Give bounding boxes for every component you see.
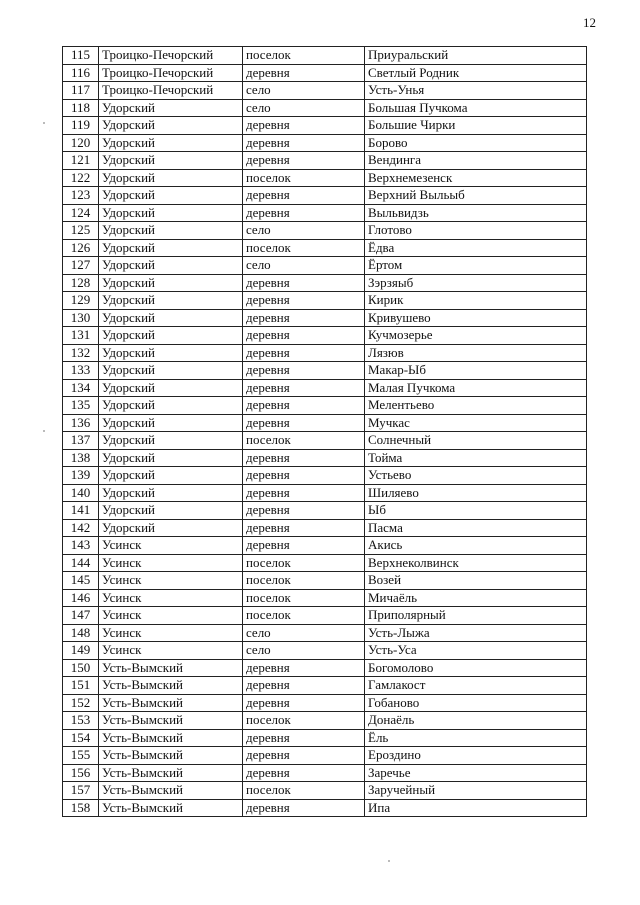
district-cell: Усть-Вымский	[99, 782, 243, 800]
settlement-name-cell: Ёртом	[365, 257, 587, 275]
settlement-name-cell: Ёдва	[365, 239, 587, 257]
settlement-type-cell: деревня	[243, 379, 365, 397]
district-cell: Усть-Вымский	[99, 729, 243, 747]
district-cell: Усть-Вымский	[99, 677, 243, 695]
settlement-name-cell: Кучмозерье	[365, 327, 587, 345]
scan-speck	[388, 860, 390, 862]
district-cell: Удорский	[99, 117, 243, 135]
district-cell: Усинск	[99, 607, 243, 625]
row-number: 154	[63, 729, 99, 747]
scan-speck	[43, 122, 45, 124]
settlement-type-cell: деревня	[243, 344, 365, 362]
row-number: 120	[63, 134, 99, 152]
row-number: 118	[63, 99, 99, 117]
settlement-type-cell: деревня	[243, 799, 365, 817]
settlement-name-cell: Мелентьево	[365, 397, 587, 415]
settlement-type-cell: деревня	[243, 204, 365, 222]
table-row	[63, 502, 587, 520]
settlement-name-cell: Акись	[365, 537, 587, 555]
row-number: 157	[63, 782, 99, 800]
settlement-type-cell: деревня	[243, 292, 365, 310]
district-cell: Удорский	[99, 502, 243, 520]
district-cell: Усть-Вымский	[99, 799, 243, 817]
settlement-name-cell: Мичаёль	[365, 589, 587, 607]
district-cell: Удорский	[99, 99, 243, 117]
settlement-name-cell: Усть-Лыжа	[365, 624, 587, 642]
settlement-type-cell: деревня	[243, 362, 365, 380]
table-row	[63, 327, 587, 345]
row-number: 158	[63, 799, 99, 817]
settlement-name-cell: Лязюв	[365, 344, 587, 362]
settlement-name-cell: Ёль	[365, 729, 587, 747]
row-number: 122	[63, 169, 99, 187]
settlements-table	[62, 46, 587, 817]
settlement-name-cell: Солнечный	[365, 432, 587, 450]
district-cell: Удорский	[99, 187, 243, 205]
district-cell: Удорский	[99, 432, 243, 450]
settlement-type-cell: село	[243, 257, 365, 275]
settlement-name-cell: Вендинга	[365, 152, 587, 170]
table-row	[63, 624, 587, 642]
district-cell: Усть-Вымский	[99, 694, 243, 712]
table-row	[63, 362, 587, 380]
table-row	[63, 677, 587, 695]
row-number: 123	[63, 187, 99, 205]
page-number: 12	[583, 15, 596, 30]
settlement-name-cell: Гобаново	[365, 694, 587, 712]
table-row	[63, 519, 587, 537]
table-row	[63, 642, 587, 660]
settlement-type-cell: село	[243, 99, 365, 117]
table-row	[63, 169, 587, 187]
settlement-name-cell: Пасма	[365, 519, 587, 537]
row-number: 140	[63, 484, 99, 502]
row-number: 142	[63, 519, 99, 537]
settlement-name-cell: Гамлакост	[365, 677, 587, 695]
settlement-type-cell: поселок	[243, 782, 365, 800]
district-cell: Удорский	[99, 169, 243, 187]
row-number: 132	[63, 344, 99, 362]
table-row	[63, 467, 587, 485]
settlement-name-cell: Приуральский	[365, 47, 587, 65]
settlement-type-cell: деревня	[243, 309, 365, 327]
row-number: 131	[63, 327, 99, 345]
settlement-type-cell: деревня	[243, 274, 365, 292]
table-row	[63, 397, 587, 415]
settlement-type-cell: деревня	[243, 134, 365, 152]
row-number: 152	[63, 694, 99, 712]
settlement-type-cell: поселок	[243, 589, 365, 607]
settlement-type-cell: деревня	[243, 484, 365, 502]
table-row	[63, 572, 587, 590]
settlement-name-cell: Малая Пучкома	[365, 379, 587, 397]
district-cell: Удорский	[99, 204, 243, 222]
row-number: 135	[63, 397, 99, 415]
table-row	[63, 187, 587, 205]
district-cell: Усть-Вымский	[99, 712, 243, 730]
settlement-type-cell: деревня	[243, 449, 365, 467]
settlement-name-cell: Большие Чирки	[365, 117, 587, 135]
district-cell: Удорский	[99, 467, 243, 485]
table-row	[63, 607, 587, 625]
settlement-type-cell: деревня	[243, 677, 365, 695]
settlement-name-cell: Ероздино	[365, 747, 587, 765]
settlement-name-cell: Шиляево	[365, 484, 587, 502]
table-row	[63, 47, 587, 65]
table-row	[63, 747, 587, 765]
table-row	[63, 694, 587, 712]
settlement-name-cell: Верхнемезенск	[365, 169, 587, 187]
table-row	[63, 99, 587, 117]
row-number: 146	[63, 589, 99, 607]
settlement-name-cell: Заручейный	[365, 782, 587, 800]
table-row	[63, 134, 587, 152]
settlement-type-cell: деревня	[243, 537, 365, 555]
district-cell: Удорский	[99, 222, 243, 240]
settlement-type-cell: поселок	[243, 169, 365, 187]
table-row	[63, 152, 587, 170]
table-row	[63, 239, 587, 257]
row-number: 147	[63, 607, 99, 625]
settlement-name-cell: Мучкас	[365, 414, 587, 432]
row-number: 134	[63, 379, 99, 397]
settlements-table-body	[63, 47, 587, 817]
district-cell: Удорский	[99, 519, 243, 537]
row-number: 115	[63, 47, 99, 65]
district-cell: Усть-Вымский	[99, 764, 243, 782]
settlement-type-cell: поселок	[243, 432, 365, 450]
table-row	[63, 712, 587, 730]
row-number: 130	[63, 309, 99, 327]
settlement-type-cell: деревня	[243, 327, 365, 345]
district-cell: Удорский	[99, 239, 243, 257]
settlement-name-cell: Кривушево	[365, 309, 587, 327]
settlement-name-cell: Борово	[365, 134, 587, 152]
district-cell: Удорский	[99, 362, 243, 380]
settlement-type-cell: поселок	[243, 47, 365, 65]
district-cell: Усинск	[99, 624, 243, 642]
row-number: 137	[63, 432, 99, 450]
table-row	[63, 82, 587, 100]
settlement-type-cell: деревня	[243, 659, 365, 677]
district-cell: Удорский	[99, 449, 243, 467]
district-cell: Усинск	[99, 572, 243, 590]
row-number: 128	[63, 274, 99, 292]
settlement-type-cell: деревня	[243, 694, 365, 712]
row-number: 150	[63, 659, 99, 677]
settlement-type-cell: деревня	[243, 397, 365, 415]
row-number: 145	[63, 572, 99, 590]
row-number: 153	[63, 712, 99, 730]
settlement-type-cell: деревня	[243, 764, 365, 782]
settlement-name-cell: Тойма	[365, 449, 587, 467]
district-cell: Удорский	[99, 327, 243, 345]
district-cell: Удорский	[99, 397, 243, 415]
district-cell: Удорский	[99, 344, 243, 362]
settlement-name-cell: Донаёль	[365, 712, 587, 730]
district-cell: Удорский	[99, 484, 243, 502]
district-cell: Усинск	[99, 642, 243, 660]
table-row	[63, 554, 587, 572]
table-row	[63, 309, 587, 327]
row-number: 129	[63, 292, 99, 310]
row-number: 143	[63, 537, 99, 555]
table-row	[63, 379, 587, 397]
district-cell: Удорский	[99, 152, 243, 170]
table-row	[63, 204, 587, 222]
district-cell: Троицко-Печорский	[99, 47, 243, 65]
row-number: 149	[63, 642, 99, 660]
settlement-type-cell: село	[243, 222, 365, 240]
row-number: 127	[63, 257, 99, 275]
table-row	[63, 414, 587, 432]
district-cell: Удорский	[99, 274, 243, 292]
table-row	[63, 537, 587, 555]
settlement-name-cell: Устьево	[365, 467, 587, 485]
row-number: 144	[63, 554, 99, 572]
settlement-type-cell: поселок	[243, 607, 365, 625]
settlement-name-cell: Макар-Ыб	[365, 362, 587, 380]
settlement-name-cell: Богомолово	[365, 659, 587, 677]
table-row	[63, 432, 587, 450]
table-row	[63, 799, 587, 817]
scan-speck	[43, 430, 45, 432]
settlement-type-cell: село	[243, 642, 365, 660]
district-cell: Удорский	[99, 134, 243, 152]
settlement-name-cell: Светлый Родник	[365, 64, 587, 82]
row-number: 125	[63, 222, 99, 240]
row-number: 133	[63, 362, 99, 380]
settlement-type-cell: деревня	[243, 64, 365, 82]
settlement-name-cell: Зэрзяыб	[365, 274, 587, 292]
settlement-name-cell: Ыб	[365, 502, 587, 520]
row-number: 124	[63, 204, 99, 222]
row-number: 126	[63, 239, 99, 257]
district-cell: Троицко-Печорский	[99, 82, 243, 100]
settlement-name-cell: Усть-Унья	[365, 82, 587, 100]
settlement-name-cell: Приполярный	[365, 607, 587, 625]
settlement-type-cell: село	[243, 624, 365, 642]
settlement-type-cell: поселок	[243, 554, 365, 572]
settlement-name-cell: Заречье	[365, 764, 587, 782]
row-number: 138	[63, 449, 99, 467]
table-row	[63, 449, 587, 467]
table-row	[63, 484, 587, 502]
district-cell: Троицко-Печорский	[99, 64, 243, 82]
settlement-type-cell: деревня	[243, 502, 365, 520]
settlement-type-cell: деревня	[243, 414, 365, 432]
table-row	[63, 344, 587, 362]
row-number: 136	[63, 414, 99, 432]
settlement-type-cell: деревня	[243, 152, 365, 170]
district-cell: Удорский	[99, 309, 243, 327]
settlement-name-cell: Выльвидзь	[365, 204, 587, 222]
settlement-type-cell: поселок	[243, 572, 365, 590]
settlement-name-cell: Усть-Уса	[365, 642, 587, 660]
table-row	[63, 64, 587, 82]
district-cell: Усть-Вымский	[99, 747, 243, 765]
district-cell: Удорский	[99, 292, 243, 310]
row-number: 139	[63, 467, 99, 485]
table-row	[63, 729, 587, 747]
row-number: 151	[63, 677, 99, 695]
row-number: 141	[63, 502, 99, 520]
district-cell: Удорский	[99, 414, 243, 432]
district-cell: Удорский	[99, 379, 243, 397]
district-cell: Усинск	[99, 537, 243, 555]
table-row	[63, 589, 587, 607]
table-row	[63, 117, 587, 135]
settlement-type-cell: поселок	[243, 712, 365, 730]
settlement-type-cell: деревня	[243, 117, 365, 135]
row-number: 148	[63, 624, 99, 642]
row-number: 155	[63, 747, 99, 765]
settlement-name-cell: Верхний Выльыб	[365, 187, 587, 205]
row-number: 121	[63, 152, 99, 170]
settlement-name-cell: Возей	[365, 572, 587, 590]
district-cell: Удорский	[99, 257, 243, 275]
district-cell: Усинск	[99, 589, 243, 607]
settlement-type-cell: деревня	[243, 467, 365, 485]
settlement-type-cell: поселок	[243, 239, 365, 257]
settlement-name-cell: Кирик	[365, 292, 587, 310]
row-number: 116	[63, 64, 99, 82]
table-row	[63, 292, 587, 310]
table-row	[63, 274, 587, 292]
settlement-type-cell: деревня	[243, 729, 365, 747]
settlement-type-cell: деревня	[243, 519, 365, 537]
settlement-type-cell: деревня	[243, 187, 365, 205]
table-row	[63, 659, 587, 677]
table-row	[63, 222, 587, 240]
settlement-name-cell: Большая Пучкома	[365, 99, 587, 117]
district-cell: Усть-Вымский	[99, 659, 243, 677]
table-row	[63, 782, 587, 800]
settlement-name-cell: Верхнеколвинск	[365, 554, 587, 572]
settlement-name-cell: Ипа	[365, 799, 587, 817]
district-cell: Усинск	[99, 554, 243, 572]
settlement-name-cell: Глотово	[365, 222, 587, 240]
row-number: 119	[63, 117, 99, 135]
settlement-type-cell: деревня	[243, 747, 365, 765]
row-number: 156	[63, 764, 99, 782]
table-row	[63, 257, 587, 275]
settlement-type-cell: село	[243, 82, 365, 100]
row-number: 117	[63, 82, 99, 100]
table-row	[63, 764, 587, 782]
